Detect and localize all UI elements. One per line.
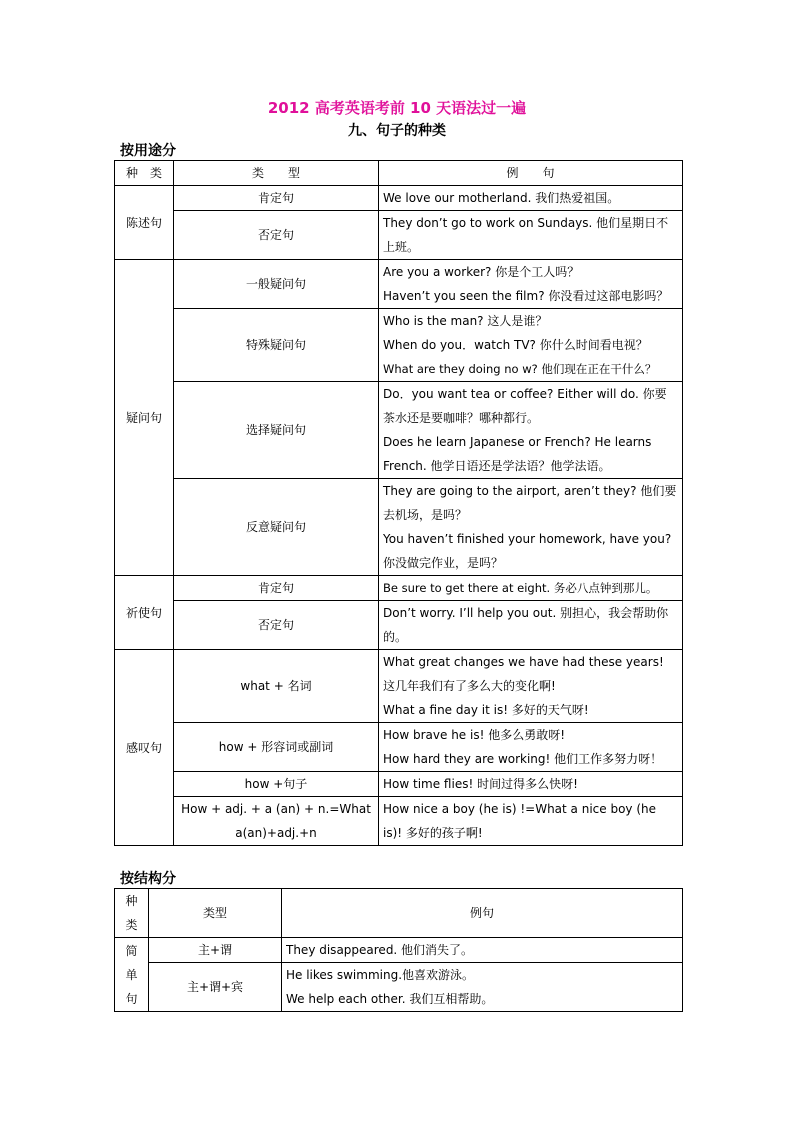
- section-subtitle: 九、句子的种类: [348, 123, 446, 139]
- type-formula: How + adj. + a (an) + n.=What a(an)+adj.+n: [181, 802, 371, 840]
- table-header-row: [115, 161, 683, 186]
- example-sentence: How brave he is! 他多么勇敢呀!: [383, 728, 566, 742]
- type-cell: 否定句: [174, 211, 379, 260]
- example-sentence: We love our motherland. 我们热爱祖国。: [383, 191, 620, 205]
- type-cell: 特殊疑问句: [174, 309, 379, 382]
- header-type: 类 型: [174, 161, 379, 186]
- example-cell: [379, 772, 683, 797]
- category-interrogative: 疑问句: [115, 260, 174, 576]
- table-by-purpose: [114, 160, 683, 846]
- example-cell: [282, 963, 683, 1012]
- type-cell: how +句子: [174, 772, 379, 797]
- table-row: [115, 601, 683, 650]
- header-example: 例 句: [379, 161, 683, 186]
- header-type: 类型: [149, 889, 282, 938]
- table-row: [115, 186, 683, 211]
- example-sentence: Do．you want tea or coffee? Either will do. 你要茶水还是要咖啡？哪种都行。: [383, 387, 667, 425]
- type-cell: 肯定句: [174, 186, 379, 211]
- type-cell: how + 形容词或副词: [174, 723, 379, 772]
- example-cell: [379, 797, 683, 846]
- header-category: 种 类: [115, 161, 174, 186]
- table-row: [115, 260, 683, 309]
- example-sentence: Who is the man? 这人是谁？: [383, 314, 548, 328]
- type-cell: 主+谓: [149, 938, 282, 963]
- example-sentence: How time flies! 时间过得多么快呀!: [383, 777, 578, 791]
- example-sentence: When do you．watch TV? 你什么时间看电视？: [383, 338, 648, 352]
- table-row: [115, 797, 683, 846]
- example-cell: [379, 723, 683, 772]
- example-cell: [379, 211, 683, 260]
- table-row: [115, 938, 683, 963]
- example-sentence: They disappeared. 他们消失了。: [286, 943, 474, 957]
- heading-by-structure: 按结构分: [120, 871, 176, 887]
- type-cell: 选择疑问句: [174, 382, 379, 479]
- example-cell: [379, 576, 683, 601]
- example-cell: [282, 938, 683, 963]
- example-sentence: What great changes we have had these years! 这几年我们有了多么大的变化啊!: [383, 655, 664, 693]
- example-sentence: You haven’t finished your homework, have you? 你没做完作业，是吗？: [383, 532, 672, 570]
- example-sentence: What a fine day it is! 多好的天气呀!: [383, 703, 589, 717]
- document-title: 2012 高考英语考前 10 天语法过一遍: [267, 99, 527, 117]
- table-row: [115, 963, 683, 1012]
- example-sentence: Be sure to get there at eight. 务必八点钟到那儿。: [383, 581, 658, 595]
- example-sentence: Don’t worry. I’ll help you out. 别担心，我会帮助你的。: [383, 606, 669, 644]
- example-cell: [379, 382, 683, 479]
- example-cell: [379, 479, 683, 576]
- type-cell: 肯定句: [174, 576, 379, 601]
- category-simple-sentence: 简单句: [115, 938, 149, 1012]
- table-row: [115, 382, 683, 479]
- example-sentence: How nice a boy (he is) !=What a nice boy (he is)! 多好的孩子啊!: [383, 802, 656, 840]
- example-sentence: How hard they are working! 他们工作多努力呀！: [383, 752, 663, 766]
- example-cell: [379, 260, 683, 309]
- category-imperative: 祈使句: [115, 576, 174, 650]
- example-sentence: What are they doing no w? 他们现在正在干什么？: [383, 362, 657, 376]
- table-row: [115, 576, 683, 601]
- example-sentence: They are going to the airport, aren’t they? 他们要去机场，是吗？: [383, 484, 677, 522]
- category-declarative: 陈述句: [115, 186, 174, 260]
- table-by-structure: [114, 888, 683, 1012]
- type-cell: [174, 797, 379, 846]
- example-cell: [379, 309, 683, 382]
- table-row: [115, 211, 683, 260]
- example-cell: [379, 186, 683, 211]
- type-cell: what + 名词: [174, 650, 379, 723]
- table-row: [115, 650, 683, 723]
- example-sentence: They don’t go to work on Sundays. 他们星期日不上班。: [383, 216, 669, 254]
- type-cell: 主+谓+宾: [149, 963, 282, 1012]
- heading-by-purpose: 按用途分: [120, 143, 176, 159]
- example-cell: [379, 601, 683, 650]
- example-sentence: Haven’t you seen the film? 你没看过这部电影吗？: [383, 289, 669, 303]
- table-row: [115, 772, 683, 797]
- example-sentence: He likes swimming.他喜欢游泳。: [286, 968, 475, 982]
- category-exclamatory: 感叹句: [115, 650, 174, 846]
- type-cell: 否定句: [174, 601, 379, 650]
- type-cell: 一般疑问句: [174, 260, 379, 309]
- table-row: [115, 309, 683, 382]
- example-sentence: Does he learn Japanese or French? He learns French. 他学日语还是学法语？他学法语。: [383, 435, 652, 473]
- example-cell: [379, 650, 683, 723]
- example-sentence: Are you a worker? 你是个工人吗？: [383, 265, 580, 279]
- table-row: [115, 723, 683, 772]
- example-sentence: We help each other. 我们互相帮助。: [286, 992, 494, 1006]
- header-example: 例句: [282, 889, 683, 938]
- table-row: [115, 479, 683, 576]
- type-cell: 反意疑问句: [174, 479, 379, 576]
- table-header-row: [115, 889, 683, 938]
- header-category: 种类: [115, 889, 149, 938]
